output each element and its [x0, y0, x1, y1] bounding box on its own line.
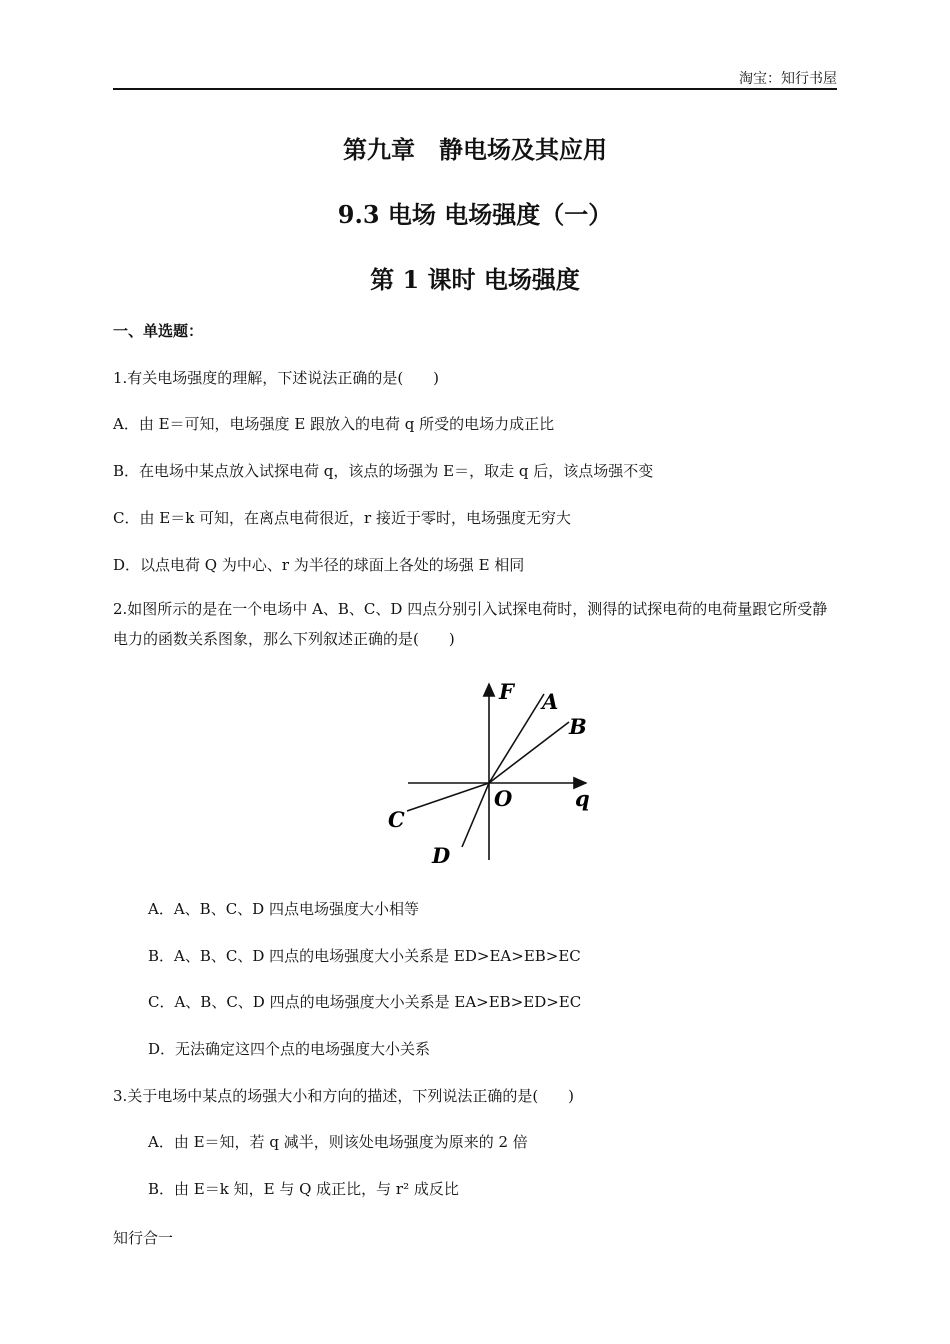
q2-figure	[378, 672, 608, 876]
q3-stem: 3.关于电场中某点的场强大小和方向的描述，下列说法正确的是( )	[113, 1087, 575, 1105]
q2-option-b: B．A、B、C、D 四点的电场强度大小关系是 ED>EA>EB>EC	[148, 947, 581, 965]
fq-graph	[378, 672, 608, 872]
label-d: D	[432, 843, 451, 868]
q1-option-a: A．由 E＝可知，电场强度 E 跟放入的电荷 q 所受的电场力成正比	[113, 415, 555, 433]
lesson-title: 第 1 课时 电场强度	[370, 265, 580, 294]
line-c	[407, 783, 489, 811]
label-f: F	[499, 679, 514, 704]
label-a: A	[542, 689, 559, 714]
q1-option-d: D．以点电荷 Q 为中心、r 为半径的球面上各处的场强 E 相同	[113, 556, 525, 574]
q1-stem: 1.有关电场强度的理解，下述说法正确的是( )	[113, 369, 440, 387]
line-d	[462, 783, 489, 847]
q2-stem: 2.如图所示的是在一个电场中 A、B、C、D 四点分别引入试探电荷时，测得的试探电荷的电荷量跟它所受静电力的函数关系图象，那么下列叙述正确的是( )	[113, 600, 828, 648]
q1-option-b: B．在电场中某点放入试探电荷 q，该点的场强为 E＝，取走 q 后，该点场强不变	[113, 462, 654, 480]
q2-option-d: D．无法确定这四个点的电场强度大小关系	[148, 1040, 431, 1058]
line-a	[489, 694, 544, 783]
header-shop-name: 淘宝：知行书屋	[739, 71, 837, 87]
q3-option-b: B．由 E＝k 知，E 与 Q 成正比，与 r² 成反比	[148, 1180, 459, 1198]
chapter-title: 第九章 静电场及其应用	[343, 135, 607, 164]
label-q: q	[575, 786, 590, 811]
section-title: 9.3 电场 电场强度（一）	[337, 200, 613, 229]
q2-option-a: A．A、B、C、D 四点电场强度大小相等	[148, 900, 419, 918]
q2-option-c: C．A、B、C、D 四点的电场强度大小关系是 EA>EB>ED>EC	[148, 993, 582, 1011]
header-divider	[113, 88, 837, 90]
section-heading: 一、单选题：	[113, 322, 204, 340]
line-b	[489, 722, 569, 783]
q1-option-c: C．由 E＝k 可知，在离点电荷很近，r 接近于零时，电场强度无穷大	[113, 509, 571, 527]
label-o: O	[494, 786, 513, 811]
q3-option-a: A．由 E＝知，若 q 减半，则该处电场强度为原来的 2 倍	[148, 1133, 528, 1151]
footer-text: 知行合一	[113, 1229, 174, 1247]
label-c: C	[388, 807, 405, 832]
label-b: B	[569, 714, 587, 739]
